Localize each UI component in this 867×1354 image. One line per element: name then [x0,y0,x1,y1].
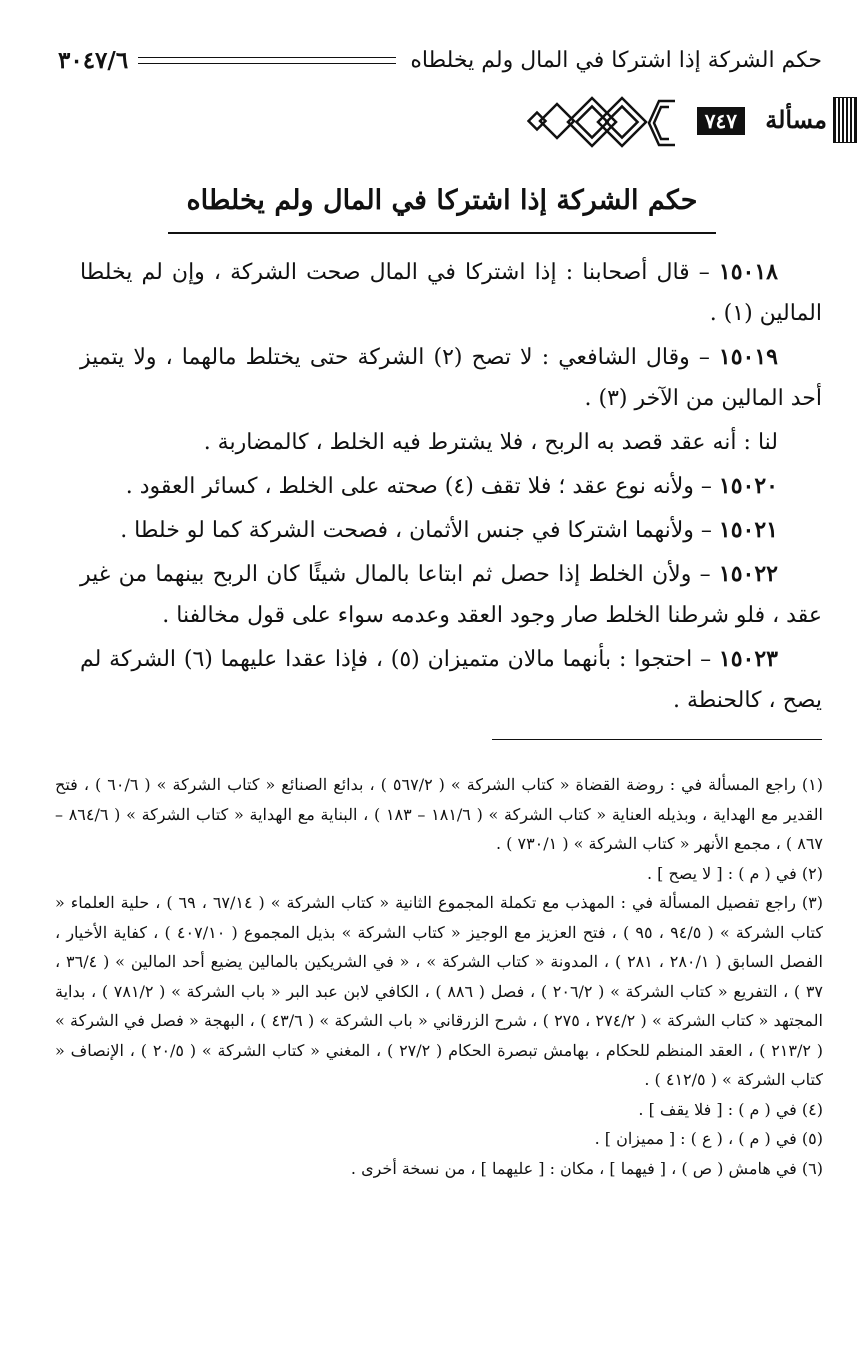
main-text [80,252,822,724]
issue-number: ١٥٠٢٢ [718,561,778,587]
masala-banner [527,95,857,153]
header-rule [138,57,396,64]
title-underline [168,232,716,234]
issue-number: ١٥٠٢١ [718,517,778,543]
section-title [168,176,716,236]
footnotes [55,770,823,1183]
paragraph [80,639,822,721]
issue-number: ١٥٠٢٣ [718,646,778,672]
footnote: (٥) في ( م ) ، ( ع ) : [ مميزان ] . [594,1129,823,1148]
footnote: (١) راجع المسألة في : روضة القضاة « كتاب الشركة » ( ٥٦٧/٢ ) ، بدائع الصنائع « كتاب الشركة » ( ٦٠/٦ ) ، فتح القدير مع الهداية ، وبذيله العناية « كتاب الشركة » ( ١٨١/٦ – ١٨٣ ) ، البناية مع الهداية « كتاب الشركة » ( ٨٦٤/٦ – ٨٦٧ ) ، مجمع الأنهر « كتاب الشركة » ( ٧٣٠/١ ) . [55,775,824,853]
paragraph [80,252,822,334]
paragraph-text: – ولأنهما اشتركا في جنس الأثمان ، فصحت الشركة كما لو خلطا . [120,518,719,543]
paragraph [80,422,822,463]
running-title: حكم الشركة إذا اشتركا في المال ولم يخلطاه [410,47,822,73]
footnote: (٦) في هامش ( ص ) ، [ فيهما ] ، مكان : [ عليهما ] ، من نسخة أخرى . [350,1158,823,1178]
paragraph [80,554,822,636]
knot-ornament-icon [527,95,677,151]
paragraph-text: – ولأنه نوع عقد ؛ فلا تقف (٤) صحته على الخلط ، كسائر العقود . [125,474,719,499]
masala-label: مسألة [765,105,827,134]
footnote: (٤) في ( م ) : [ فلا يقف ] . [638,1099,823,1119]
section-title-text: حكم الشركة إذا اشتركا في المال ولم يخلطاه [186,185,698,216]
footnote: (٣) راجع تفصيل المسألة في : المهذب مع تكملة المجموع الثانية « كتاب الشركة » ( ٦٧/١٤ ، ٦٩ ) ، حلية العلماء « كتاب الشركة » ( ٩٤/٥ ، ٩٥ ) ، فتح العزيز مع الوجيز « كتاب الشركة » بذيل المجموع ( ٤٠٧/١٠ ) ، كفاية الأخيار ، الفصل السابق ( ٢٨٠/١ ، ٢٨١ ) ، المدونة « كتاب الشركة » ، « في الشريكين بالمالين يضيع أحد المالين » ( ٣٦/٤ ، ٣٧ ) ، التفريع « كتاب الشركة » ( ٢٠٦/٢ ) ، فصل ( ٨٨٦ ) ، الكافي لابن عبد البر « باب الشركة » ( ٧٨١/٢ ) ، بداية المجتهد « كتاب الشركة » ( ٢٧٤/٢ ، ٢٧٥ ) ، شرح الزرقاني « باب الشركة » ( ٤٣/٦ ) ، البهجة « فصل في الشركة » ( ٢١٣/٢ ) ، العقد المنظم للحكام ، بهامش تبصرة الحكام ( ٢٧/٢ ) ، المغني « كتاب الشركة » ( ٢٠/٥ ) ، الإنصاف « كتاب الشركة » ( ٤١٢/٥ ) . [55,893,824,1089]
page-number: ٣٠٤٧/٦ [58,46,129,74]
issue-number: ١٥٠١٩ [718,344,778,370]
paragraph-text: – احتجوا : بأنهما مالان متميزان (٥) ، فإذا عقدا عليهما (٦) الشركة لم يصح ، كالحنطة . [80,647,822,713]
paragraph-text: – قال أصحابنا : إذا اشتركا في المال صحت الشركة ، وإن لم يخلطا المالين (١) . [80,260,822,326]
issue-number: ١٥٠١٨ [718,259,778,285]
issue-number: ١٥٠٢٠ [718,473,778,499]
paragraph-text: لنا : أنه عقد قصد به الربح ، فلا يشترط فيه الخلط ، كالمضاربة . [203,430,778,455]
footnote: (٢) في ( م ) : [ لا يصح ] . [646,863,823,883]
bars-ornament [833,97,857,143]
paragraph-text: – وقال الشافعي : لا تصح (٢) الشركة حتى يختلط مالهما ، ولا يتميز أحد المالين من الآخر (٣) . [80,345,822,411]
paragraph [80,337,822,419]
paragraph [80,466,822,507]
footnote-separator [492,739,822,740]
masala-number: ٧٤٧ [697,107,745,135]
paragraph-text: – ولأن الخلط إذا حصل ثم ابتاعا بالمال شيئًا كان الربح بينهما من غير عقد ، فلو شرطنا الخلط صار وجود العقد وعدمه سواء على قول مخالفنا . [80,562,822,628]
running-header [58,42,822,78]
paragraph [80,510,822,551]
